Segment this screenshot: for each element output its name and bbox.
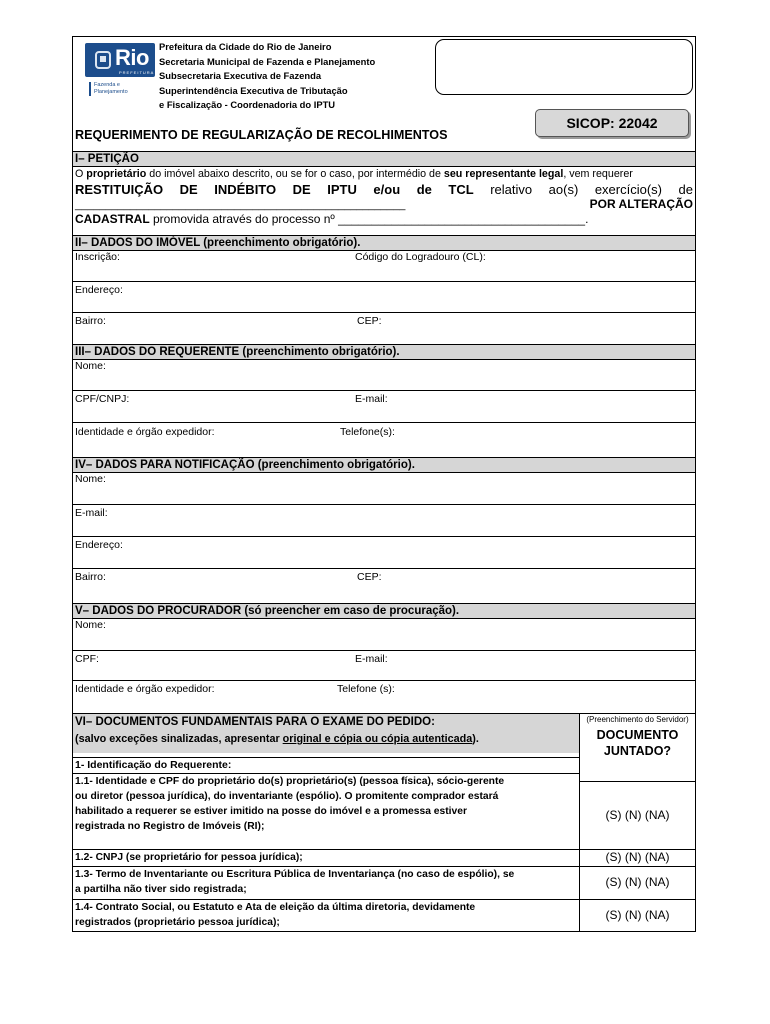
cpf-label: CPF: xyxy=(75,653,99,665)
nome-label: Nome: xyxy=(75,360,106,372)
notificacao-bairro-field[interactable] xyxy=(73,569,695,601)
petition-line-3 xyxy=(75,197,693,212)
agency-line: Superintendência Executiva de Tributação xyxy=(159,84,348,96)
identificacao-requerente-label: 1- Identificação do Requerente: xyxy=(73,757,579,773)
doc-line: a partilha não tiver sido registrada; xyxy=(75,884,247,895)
email-label: E-mail: xyxy=(355,653,388,665)
nome-label: Nome: xyxy=(75,473,106,485)
petition-line-1 xyxy=(75,167,693,182)
cep-label: CEP: xyxy=(357,315,382,327)
doc-line: registrada no Registro de Imóveis (RI); xyxy=(75,821,265,832)
logo-text: Rio xyxy=(115,45,149,70)
telefone-label: Telefone(s): xyxy=(340,426,395,438)
requerente-identidade-field[interactable] xyxy=(73,423,695,453)
section-documentos-heading xyxy=(73,713,579,753)
petition-word: ao(s) xyxy=(548,182,579,197)
bairro-field[interactable] xyxy=(73,313,695,344)
logo-caption xyxy=(89,82,128,96)
doc-line: ou diretor (pessoa jurídica), do inventariante (espólio). O promitente comprador estará xyxy=(75,791,499,802)
petition-word: relativo xyxy=(490,182,533,197)
section-peticao-heading: I– PETIÇÃO xyxy=(73,151,695,167)
endereco-field[interactable] xyxy=(73,282,695,313)
section-imovel-heading: II– DADOS DO IMÓVEL (preenchimento obrigatório). xyxy=(73,235,695,251)
documentos-title: VI– DOCUMENTOS FUNDAMENTAIS PARA O EXAME DO PEDIDO: xyxy=(75,716,435,728)
sicop-badge: SICOP: 22042 xyxy=(535,109,689,137)
rio-logo xyxy=(81,41,155,99)
cpf-cnpj-label: CPF/CNPJ: xyxy=(75,393,130,405)
section-notificacao-heading: IV– DADOS PARA NOTIFICAÇÃO (preenchimento obrigatório). xyxy=(73,457,695,473)
document-row-1-2 xyxy=(73,849,579,866)
doc-line: 1.1- Identidade e CPF do proprietário do(s) proprietário(s) (pessoa física), sócio-gerente xyxy=(75,776,505,787)
documento-juntado-header xyxy=(580,713,695,781)
notificacao-email-field[interactable] xyxy=(73,505,695,537)
document-1-4-options[interactable]: (S) (N) (NA) xyxy=(580,899,695,931)
petition-owner: proprietário xyxy=(86,168,147,180)
petition-text xyxy=(75,167,693,227)
endereco-label: Endereço: xyxy=(75,539,123,551)
juntado-label: JUNTADO? xyxy=(603,744,672,758)
codigo-logradouro-label: Código do Logradouro (CL): xyxy=(355,251,486,263)
process-number-blank[interactable]: promovida através do processo nº _____________________________________. xyxy=(149,212,589,226)
procurador-identidade-field[interactable] xyxy=(73,681,695,713)
petition-text-e: , vem requerer xyxy=(563,168,633,180)
doc-line: 1.2- CNPJ (se proprietário for pessoa jurídica); xyxy=(75,852,303,863)
petition-text-a: O xyxy=(75,168,87,180)
petition-word: de xyxy=(416,182,432,197)
document-row-1-4 xyxy=(73,899,579,931)
form-title: REQUERIMENTO DE REGULARIZAÇÃO DE RECOLHIMENTOS xyxy=(75,128,448,142)
agency-line: Prefeitura da Cidade do Rio de Janeiro xyxy=(159,41,332,52)
petition-cadastral: CADASTRAL xyxy=(75,212,150,226)
document-row-1-3 xyxy=(73,866,579,899)
email-label: E-mail: xyxy=(75,507,108,519)
petition-word: INDÉBITO xyxy=(214,182,277,197)
document-1-3-options[interactable]: (S) (N) (NA) xyxy=(580,866,695,899)
notificacao-endereco-field[interactable] xyxy=(73,537,695,569)
documentos-sub-b: ). xyxy=(472,733,479,745)
petition-text-c: do imóvel abaixo descrito, ou se for o caso, por intermédio de xyxy=(146,168,444,180)
document-1-2-options[interactable]: (S) (N) (NA) xyxy=(580,849,695,866)
petition-word: DE xyxy=(179,182,198,197)
petition-word: RESTITUIÇÃO xyxy=(75,182,164,197)
doc-line: habilitado a requerer se estiver imitido na posse do imóvel e a promessa estiver xyxy=(75,806,468,817)
identidade-label: Identidade e órgão expedidor: xyxy=(75,426,215,438)
inscricao-label: Inscrição: xyxy=(75,251,120,263)
logo-caption-line: Planejamento xyxy=(94,89,128,95)
procurador-cpf-field[interactable] xyxy=(73,651,695,681)
doc-line: 1.4- Contrato Social, ou Estatuto e Ata de eleição da última diretoria, devidamente xyxy=(75,902,476,913)
logo-sub: PREFEITURA xyxy=(119,70,155,75)
documentos-sub-underline: original e cópia ou cópia autenticada xyxy=(282,733,473,745)
cep-label: CEP: xyxy=(357,571,382,583)
doc-line: 1.3- Termo de Inventariante ou Escritura Pública de Inventariança (no caso de espólio), se xyxy=(75,869,515,880)
agency-line: e Fiscalização - Coordenadoria do IPTU xyxy=(159,99,336,110)
petition-word: TCL xyxy=(448,182,474,197)
agency-line: Secretaria Municipal de Fazenda e Planejamento xyxy=(159,55,376,67)
petition-word: de xyxy=(678,182,693,197)
agency-line: Subsecretaria Executiva de Fazenda xyxy=(159,70,322,81)
notificacao-nome-field[interactable] xyxy=(73,473,695,505)
identidade-label: Identidade e órgão expedidor: xyxy=(75,683,215,695)
form-header xyxy=(73,37,695,151)
petition-word: exercício(s) xyxy=(594,182,662,197)
requerente-nome-field[interactable] xyxy=(73,360,695,391)
document-row-1-1 xyxy=(73,773,579,849)
documentos-sub-a: (salvo exceções sinalizadas, apresentar xyxy=(75,733,283,745)
petition-word: IPTU xyxy=(327,182,357,197)
exercise-blank[interactable]: ______________________________________________________ xyxy=(75,199,406,211)
nome-label: Nome: xyxy=(75,619,106,631)
section-requerente-heading: III– DADOS DO REQUERENTE (preenchimento obrigatório). xyxy=(73,344,695,360)
inscricao-field[interactable] xyxy=(73,251,695,282)
document-1-1-options[interactable]: (S) (N) (NA) xyxy=(580,781,695,849)
bairro-label: Bairro: xyxy=(75,315,106,327)
documento-label: DOCUMENTO xyxy=(596,728,679,742)
petition-word: DE xyxy=(292,182,311,197)
logo-badge xyxy=(85,43,155,77)
petition-line-2 xyxy=(75,182,693,197)
documentos-subtitle xyxy=(75,731,579,748)
petition-representative: seu representante legal xyxy=(443,168,564,180)
procurador-nome-field[interactable] xyxy=(73,619,695,651)
petition-word: e/ou xyxy=(373,182,401,197)
protocol-stamp-box[interactable] xyxy=(435,39,693,95)
email-label: E-mail: xyxy=(355,393,388,405)
form-page xyxy=(72,36,696,932)
telefone-label: Telefone (s): xyxy=(337,683,395,695)
doc-line: registrados (proprietário pessoa jurídica); xyxy=(75,917,280,928)
petition-alteracao: POR ALTERAÇÃO xyxy=(589,197,693,211)
bairro-label: Bairro: xyxy=(75,571,106,583)
petition-line-4 xyxy=(75,212,693,227)
requerente-cpf-field[interactable] xyxy=(73,391,695,423)
agency-block xyxy=(159,40,375,113)
city-seal-icon xyxy=(95,51,111,69)
section-procurador-heading: V– DADOS DO PROCURADOR (só preencher em caso de procuração). xyxy=(73,603,695,619)
logo-caption-line: Fazenda e xyxy=(94,82,120,88)
endereco-label: Endereço: xyxy=(75,284,123,296)
preenchimento-servidor-note: (Preenchimento do Servidor) xyxy=(586,715,689,724)
